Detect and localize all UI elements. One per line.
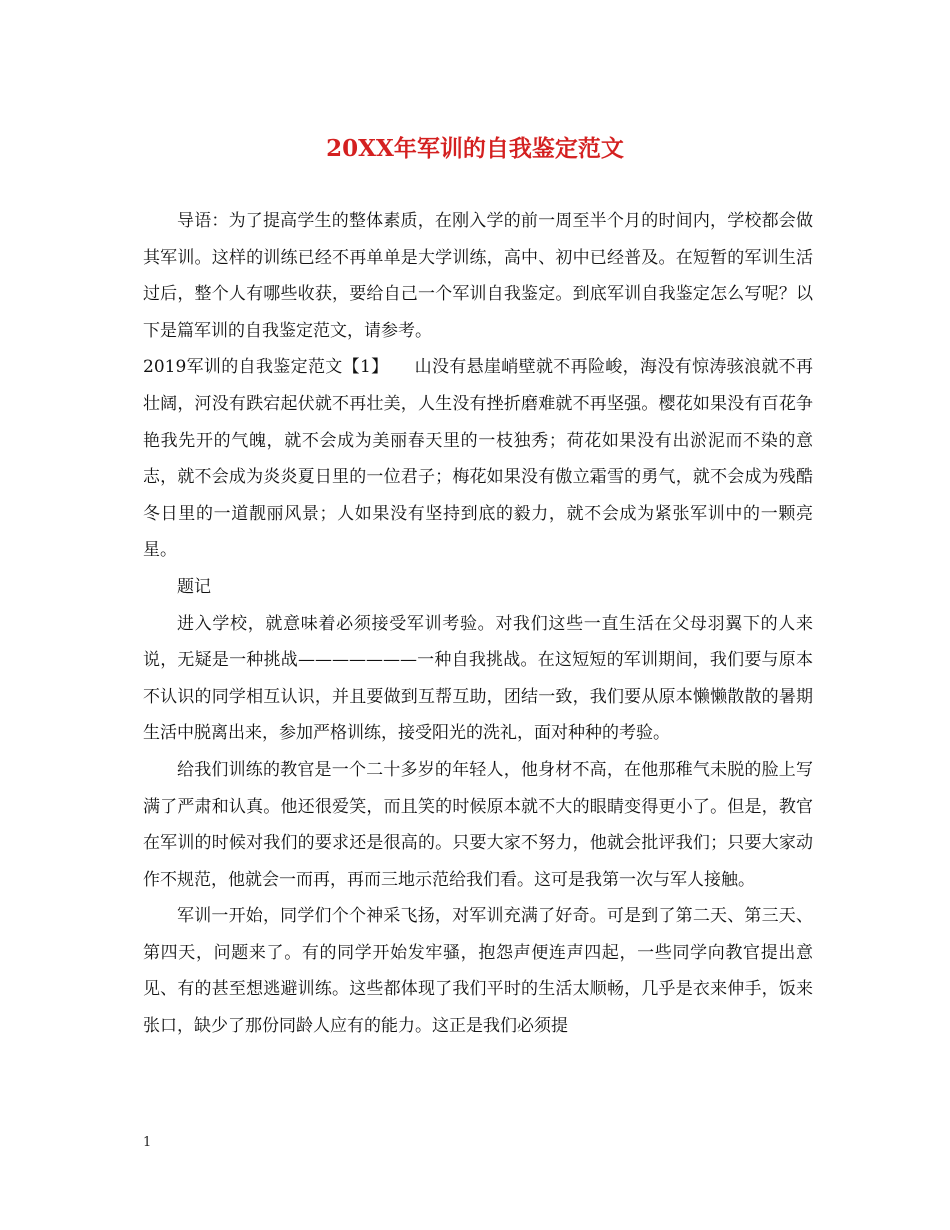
paragraph-epigraph-label: 题记 (177, 576, 211, 597)
paragraph-training-start: 军训一开始，同学们个个神采飞扬，对军训充满了好奇。可是到了第二天、第三天、第四天，问题来了。有的同学开始发牢骚，抱怨声便连声四起，一些同学向教官提出意见、有的甚至想逃避训练。这些都体现了我们平时的生活太顺畅，几乎是衣来伸手，饭来张口，缺少了那份同龄人应有的能力。这正是我们必须提 (143, 906, 813, 1037)
document-body (143, 203, 813, 1045)
document-title: 20XX年军训的自我鉴定范文 (326, 135, 624, 162)
paragraph-entering-school: 进入学校，就意味着必须接受军训考验。对我们这些一直生活在父母羽翼下的人来说，无疑是一种挑战———————一种自我挑战。在这短短的军训期间，我们要与原本不认识的同学相互认识，并且要做到互帮互助，团结一致，我们要从原本懒懒散散的暑期生活中脱离出来，参加严格训练，接受阳光的洗礼，面对种种的考验。 (143, 613, 813, 744)
page-number: 1 (143, 1135, 152, 1150)
paragraph-intro: 导语：为了提高学生的整体素质，在刚入学的前一周至半个月的时间内，学校都会做其军训。这样的训练已经不再单单是大学训练，高中、初中已经普及。在短暂的军训生活过后，整个人有哪些收获，要给自己一个军训自我鉴定。到底军训自我鉴定怎么写呢？以下是篇军训的自我鉴定范文，请参考。 (143, 211, 813, 341)
paragraph-instructor: 给我们训练的教官是一个二十多岁的年轻人，他身材不高，在他那稚气未脱的脸上写满了严肃和认真。他还很爱笑，而且笑的时候原本就不大的眼睛变得更小了。但是，教官在军训的时候对我们的要求还是很高的。只要大家不努力，他就会批评我们；只要大家动作不规范，他就会一而再，再而三地示范给我们看。这可是我第一次与军人接触。 (143, 759, 813, 890)
paragraph-section-1: 2019军训的自我鉴定范文【1】 山没有悬崖峭壁就不再险峻，海没有惊涛骇浪就不再壮阔，河没有跌宕起伏就不再壮美，人生没有挫折磨难就不再坚强。樱花如果没有百花争艳我先开的气魄，就不会成为美丽春天里的一枝独秀；荷花如果没有出淤泥而不染的意志，就不会成为炎炎夏日里的一位君子；梅花如果没有傲立霜雪的勇气，就不会成为残酷冬日里的一道靓丽风景；人如果没有坚持到底的毅力，就不会成为紧张军训中的一颗亮星。 (143, 357, 813, 561)
